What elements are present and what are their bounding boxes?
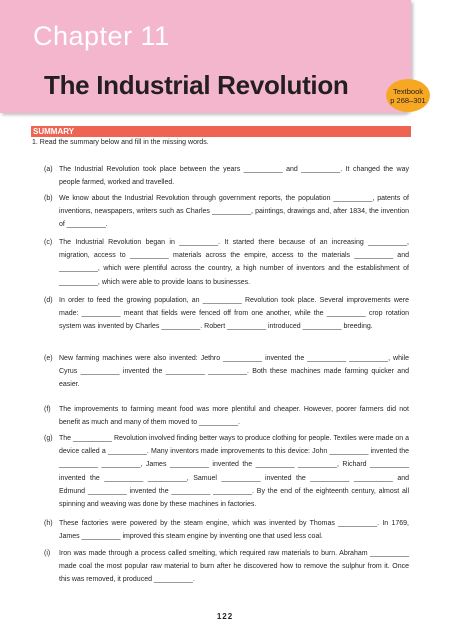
summary-section-label: SUMMARY: [33, 127, 75, 136]
question-b: [44, 192, 409, 232]
page-number: 122: [216, 612, 234, 621]
summary-section-bar: [31, 126, 411, 137]
question-text: In order to feed the growing population, an __________ Revolution took place. Several improvements were made: __________ meant that fields were fenced off from one another, while the __________ crop rotation system was invented by Charles __________. Robert __________ introduced __________ breeding.: [59, 297, 409, 331]
question-text: Iron was made through a process called smelting, which required raw materials to burn. Abraham __________ made coal the most popular raw material to burn after he discovered how to remove the sulphur from it. Once this was removed, it produced __________.: [59, 550, 409, 584]
badge-line-1: Textbook: [392, 86, 424, 96]
badge-line-2: p 268–301: [390, 95, 426, 105]
textbook-reference-badge: [386, 79, 430, 112]
question-text: The Industrial Revolution took place between the years __________ and __________. It changed the way people farmed, worked and travelled.: [59, 166, 409, 187]
chapter-header: [0, 0, 411, 113]
question-number: (b): [44, 195, 53, 202]
question-h: [44, 517, 409, 543]
question-number: (c): [44, 239, 53, 246]
question-g: [44, 432, 409, 511]
chapter-label: Chapter 11: [33, 21, 170, 51]
question-c: [44, 236, 409, 289]
page-title: The Industrial Revolution: [44, 70, 349, 100]
question-number: (a): [44, 166, 53, 173]
question-number: (g): [44, 435, 53, 442]
question-a: [44, 163, 409, 189]
question-d: [44, 294, 409, 334]
question-number: (e): [44, 355, 53, 362]
question-i: [44, 547, 409, 587]
question-number: (f): [44, 406, 51, 413]
question-number: (h): [44, 520, 53, 527]
question-text: These factories were powered by the steam engine, which was invented by Thomas __________. In 1769, James __________ improved this steam engine by inventing one that used less coal.: [59, 520, 409, 541]
question-number: (i): [44, 550, 51, 557]
question-text: The Industrial Revolution began in __________. It started there because of an increasing __________, migration, access to __________ materials across the empire, access to the materials __________ and __________, which were plentiful across the country, a high number of inventors and the establishment of __________, which were able to provide loans to businesses.: [59, 239, 409, 286]
question-e: [44, 352, 409, 392]
exercise-instruction: 1. Read the summary below and fill in the missing words.: [32, 139, 209, 146]
question-text: The __________ Revolution involved finding better ways to produce clothing for people. Textiles were made on a device called a __________. Many inventors made improvements to this device: John __________ invented the __________ __________, James __________ invented the __________ __________, Richard __________ invented the __________ __________, Samuel __________ invented the __________ __________ and Edmund __________ invented the __________ __________. By the end of the eighteenth century, almost all spinning and weaving was done by these machines in factories.: [59, 435, 409, 509]
question-text: New farming machines were also invented: Jethro __________ invented the __________ __________, while Cyrus __________ invented the __________ __________. Both these machines made farming quicker and easier.: [59, 355, 409, 389]
question-number: (d): [44, 297, 53, 304]
question-f: [44, 403, 409, 429]
question-text: The improvements to farming meant food was more plentiful and cheaper. However, poorer farmers did not benefit as much and many of them moved to __________.: [59, 406, 409, 427]
question-text: We know about the Industrial Revolution through government reports, the population __________, patents of inventions, newspapers, writers such as Charles __________, paintings, drawings and, after 1834, the invention of __________.: [59, 195, 409, 229]
